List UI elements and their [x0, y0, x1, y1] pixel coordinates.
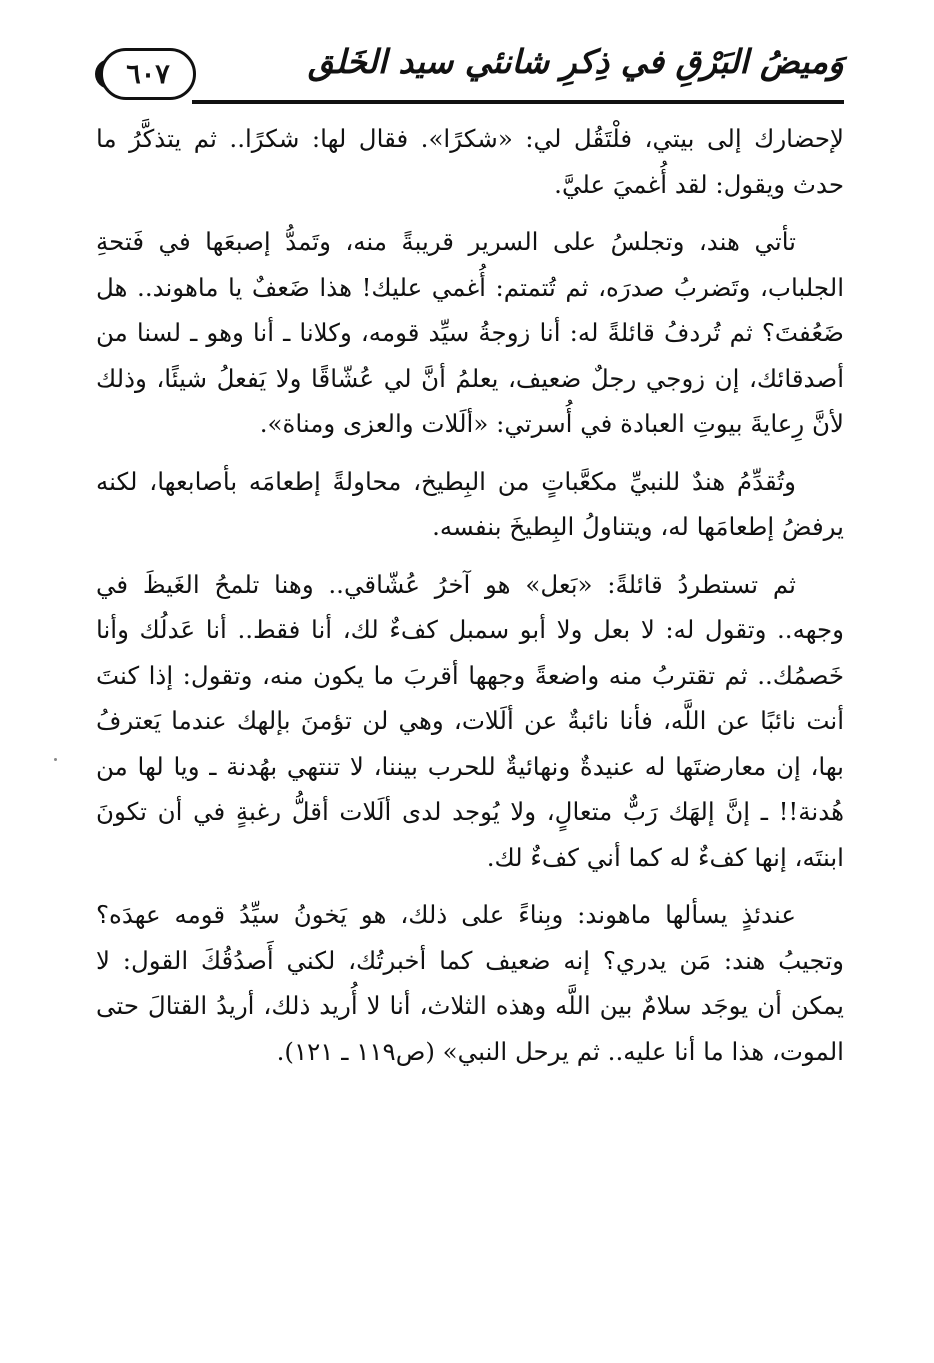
paragraph: عندئذٍ يسألها ماهوند: وبِناءً على ذلك، هو يَخونُ سيِّدُ قومه عهدَه؟ وتجيبُ هند: مَن يدري؟ إنه ضعيف كما أخبرتُك، لكني أَصدُقُكَ القول: لا يمكن أن يوجَد سلامٌ بين اللَّه وهذه الثلاث، أنا لا أُريد ذلك، أريدُ القتالَ حتى الموت، هذا ما أنا عليه.. ثم يرحل النبي» (ص١١٩ ـ ١٢١). [96, 900, 844, 1066]
page-header [100, 36, 844, 108]
margin-speck [54, 758, 57, 761]
page-number: ٦٠٧ [100, 48, 196, 100]
body-text [96, 116, 844, 1086]
paragraph: وتُقدِّمُ هندٌ للنبيِّ مكعَّباتٍ من البِطيخ، محاولةً إطعامَه بأصابعها، لكنه يرفضُ إطعامَها له، ويتناولُ البِطيخَ بنفسه. [96, 466, 844, 541]
paragraph: ثم تستطردُ قائلةً: «بَعل» هو آخرُ عُشّاقي.. وهنا تلمحُ الغَيظَ في وجهه.. وتقول له: لا بعل ولا أبو سمبل كفءٌ لك، أنا فقط.. أنا عَدلُك وأنا خَصمُك.. ثم تقتربُ منه واضعةً وجهها أقربَ ما يكون منه، وتقول: إذا كنتَ أنت نائبًا عن اللَّه، فأنا نائبةٌ عن ألَلات، وهي لن تؤمنَ بإلهك عندما يَعترفُ بها، إن معارضتَها له عنيدةٌ ونهائيةٌ للحرب بيننا، لا تنتهي بهُدنة ـ ويا لها من هُدنة!! ـ إنَّ إلهَك رَبٌّ متعالٍ، ولا يُوجد لدى ألَلات أقلُّ رغبةٍ في أن تكونَ ابنتَه، إنها كفءٌ له كما أني كفءٌ لك. [96, 569, 844, 872]
running-title: وَميضُ البَرْقِ في ذِكرِ شانئي سيد الخَلق [307, 42, 844, 81]
header-rule [192, 100, 844, 104]
paragraph: لإحضارك إلى بيتي، فلْتَقُل لي: «شكرًا». فقال لها: شكرًا.. ثم يتذكَّرُ ما حدث ويقول: لقد أُغميَ عليَّ. [96, 124, 844, 199]
paragraph: تأتي هند، وتجلسُ على السرير قريبةً منه، وتَمدُّ إصبعَها في فَتحةِ الجلباب، وتَضربُ صدرَه، ثم تُتمتم: أُغمي عليك! هذا ضَعفٌ يا ماهوند.. هل ضَعُفتَ؟ ثم تُردفُ قائلةً له: أنا زوجةُ سيِّد قومه، وكلانا ـ أنا وهو ـ لسنا من أصدقائك، إن زوجي رجلٌ ضعيف، يعلمُ أنَّ لي عُشّاقًا ولا يَفعلُ شيئًا، وذلك لأنَّ رِعايةَ بيوتِ العبادة في أُسرتي: «ألَلات والعزى ومناة». [96, 227, 844, 438]
